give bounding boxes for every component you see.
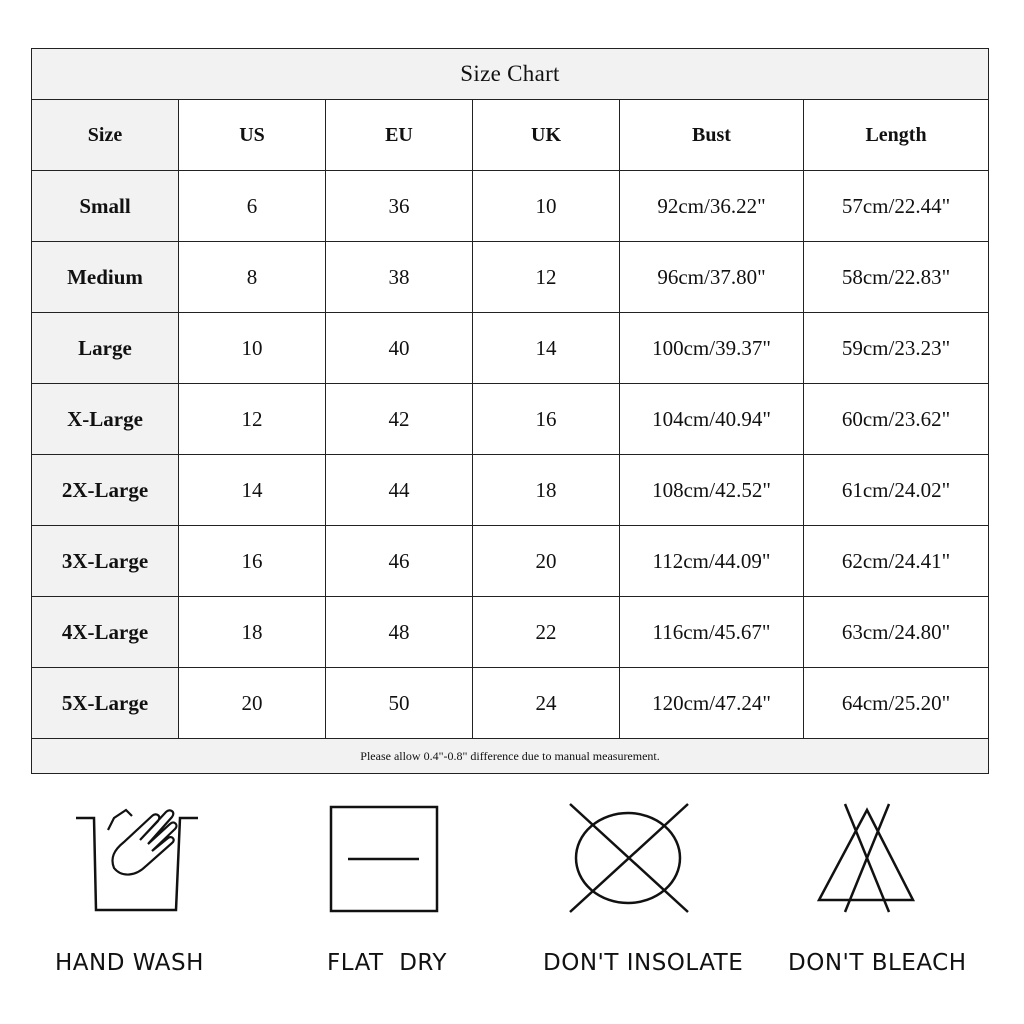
flat-dry-label: FLAT DRY bbox=[327, 950, 447, 976]
table-cell: 60cm/23.62" bbox=[804, 384, 989, 455]
header-uk: UK bbox=[473, 100, 620, 171]
table-cell: 36 bbox=[326, 171, 473, 242]
table-cell: 22 bbox=[473, 597, 620, 668]
hand-wash-label: HAND WASH bbox=[55, 950, 204, 976]
table-cell: 58cm/22.83" bbox=[804, 242, 989, 313]
table-cell: 112cm/44.09" bbox=[620, 526, 804, 597]
table-cell: 104cm/40.94" bbox=[620, 384, 804, 455]
size-name-cell: Medium bbox=[32, 242, 179, 313]
size-chart-title: Size Chart bbox=[32, 49, 989, 100]
table-cell: 62cm/24.41" bbox=[804, 526, 989, 597]
hand-wash-icon bbox=[66, 790, 202, 920]
table-cell: 64cm/25.20" bbox=[804, 668, 989, 739]
size-name-cell: Small bbox=[32, 171, 179, 242]
table-row bbox=[32, 526, 989, 597]
header-length: Length bbox=[804, 100, 989, 171]
table-cell: 50 bbox=[326, 668, 473, 739]
note-row bbox=[32, 739, 989, 774]
table-cell: 8 bbox=[179, 242, 326, 313]
table-cell: 57cm/22.44" bbox=[804, 171, 989, 242]
table-cell: 40 bbox=[326, 313, 473, 384]
table-cell: 18 bbox=[473, 455, 620, 526]
table-cell: 59cm/23.23" bbox=[804, 313, 989, 384]
measurement-note: Please allow 0.4"-0.8" difference due to manual measurement. bbox=[32, 739, 989, 774]
table-cell: 6 bbox=[179, 171, 326, 242]
table-cell: 14 bbox=[473, 313, 620, 384]
table-cell: 38 bbox=[326, 242, 473, 313]
size-name-cell: X-Large bbox=[32, 384, 179, 455]
table-cell: 42 bbox=[326, 384, 473, 455]
table-cell: 120cm/47.24" bbox=[620, 668, 804, 739]
table-cell: 108cm/42.52" bbox=[620, 455, 804, 526]
dont-insolate-label: DON'T INSOLATE bbox=[543, 950, 744, 976]
size-name-cell: Large bbox=[32, 313, 179, 384]
header-row bbox=[32, 100, 989, 171]
table-cell: 18 bbox=[179, 597, 326, 668]
table-cell: 48 bbox=[326, 597, 473, 668]
header-bust: Bust bbox=[620, 100, 804, 171]
flat-dry-icon bbox=[326, 790, 440, 920]
header-eu: EU bbox=[326, 100, 473, 171]
dont-bleach-icon bbox=[815, 790, 919, 920]
table-cell: 12 bbox=[179, 384, 326, 455]
table-cell: 63cm/24.80" bbox=[804, 597, 989, 668]
table-cell: 92cm/36.22" bbox=[620, 171, 804, 242]
table-cell: 14 bbox=[179, 455, 326, 526]
size-name-cell: 2X-Large bbox=[32, 455, 179, 526]
table-row bbox=[32, 668, 989, 739]
table-cell: 20 bbox=[473, 526, 620, 597]
header-size: Size bbox=[32, 100, 179, 171]
table-cell: 20 bbox=[179, 668, 326, 739]
table-cell: 10 bbox=[473, 171, 620, 242]
table-row bbox=[32, 384, 989, 455]
size-name-cell: 4X-Large bbox=[32, 597, 179, 668]
table-cell: 16 bbox=[473, 384, 620, 455]
table-row bbox=[32, 597, 989, 668]
table-row bbox=[32, 313, 989, 384]
table-row bbox=[32, 171, 989, 242]
table-cell: 24 bbox=[473, 668, 620, 739]
table-cell: 10 bbox=[179, 313, 326, 384]
table-cell: 12 bbox=[473, 242, 620, 313]
header-us: US bbox=[179, 100, 326, 171]
table-cell: 116cm/45.67" bbox=[620, 597, 804, 668]
table-cell: 100cm/39.37" bbox=[620, 313, 804, 384]
table-row bbox=[32, 242, 989, 313]
dont-insolate-icon bbox=[564, 790, 694, 920]
table-cell: 96cm/37.80" bbox=[620, 242, 804, 313]
size-name-cell: 3X-Large bbox=[32, 526, 179, 597]
table-cell: 44 bbox=[326, 455, 473, 526]
size-chart-table bbox=[31, 48, 989, 774]
table-cell: 61cm/24.02" bbox=[804, 455, 989, 526]
dont-bleach-label: DON'T BLEACH bbox=[788, 950, 967, 976]
size-name-cell: 5X-Large bbox=[32, 668, 179, 739]
table-cell: 16 bbox=[179, 526, 326, 597]
table-row bbox=[32, 455, 989, 526]
table-cell: 46 bbox=[326, 526, 473, 597]
